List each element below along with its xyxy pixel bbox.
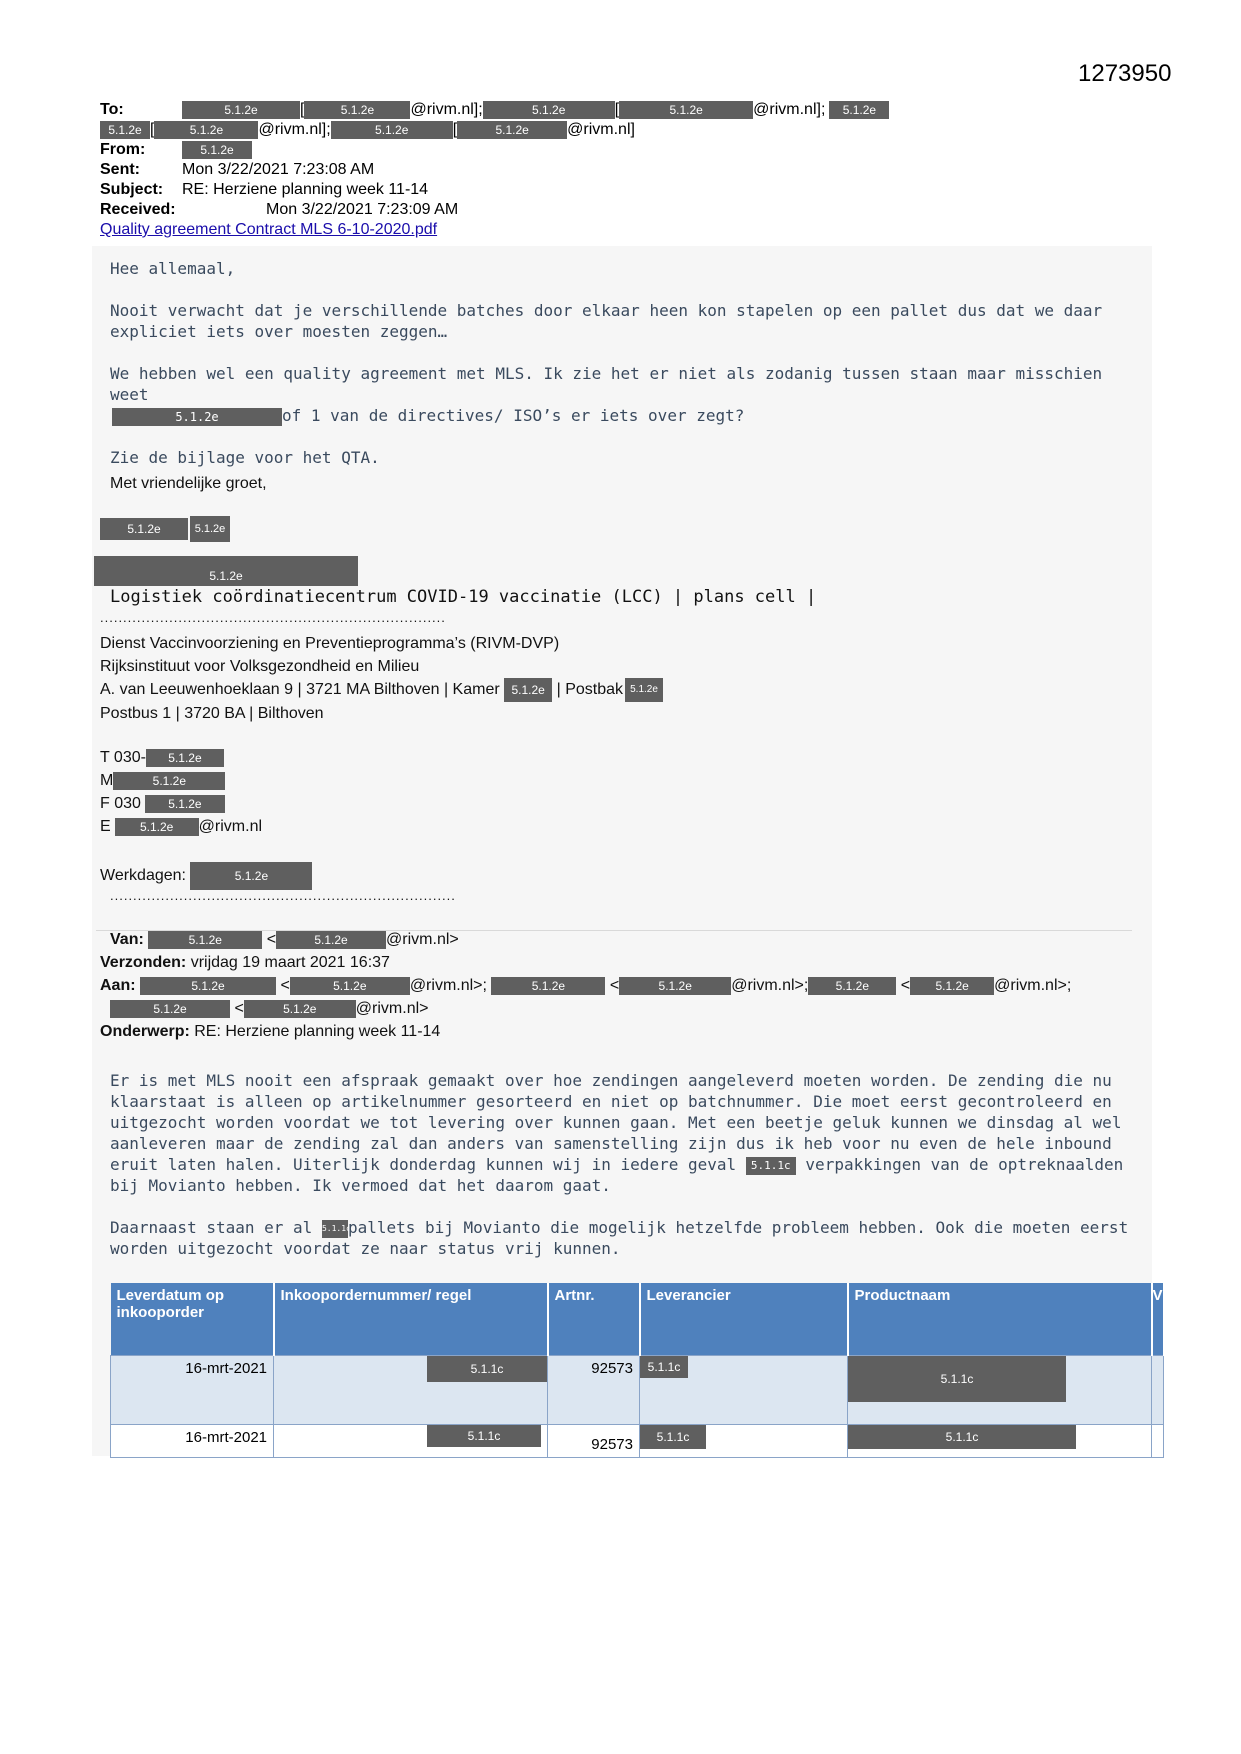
paragraph xyxy=(110,1070,1130,1196)
email-suffix: @rivm.nl>; xyxy=(409,977,487,994)
redaction: 5.1.1c xyxy=(322,1220,348,1238)
redaction: 5.1.2e xyxy=(619,101,753,119)
verzonden-value: vrijdag 19 maart 2021 16:37 xyxy=(190,954,390,971)
phone-label: T 030- xyxy=(100,749,146,766)
table-header-row xyxy=(111,1283,1164,1356)
email-suffix: @rivm.nl]; xyxy=(753,101,826,118)
redaction: 5.1.2e xyxy=(100,518,188,540)
cell-order xyxy=(274,1356,548,1425)
onderwerp-value: RE: Herziene planning week 11-14 xyxy=(194,1023,441,1040)
column-header: Leverancier xyxy=(640,1283,848,1356)
redaction: 5.1.1c xyxy=(427,1356,547,1382)
redaction: 5.1.2e xyxy=(110,1000,230,1018)
redaction: 5.1.2e xyxy=(619,977,731,995)
redaction: 5.1.2e xyxy=(829,101,889,119)
forward-header xyxy=(100,928,1140,1043)
cell-supplier xyxy=(640,1425,848,1458)
redaction: 5.1.2e xyxy=(154,121,258,139)
greeting: Hee allemaal, xyxy=(110,259,236,278)
paragraph: Zie de bijlage voor het QTA. xyxy=(110,448,380,467)
column-header: V xyxy=(1152,1283,1164,1356)
redaction: 5.1.2e xyxy=(276,931,386,949)
column-header: Productnaam xyxy=(848,1283,1152,1356)
forward-body xyxy=(110,1070,1130,1259)
address-text: | Postbak xyxy=(556,681,624,699)
lt: < xyxy=(900,977,911,994)
order-table xyxy=(110,1283,1165,1458)
redaction: 5.1.2e xyxy=(625,678,663,702)
cell-v xyxy=(1152,1425,1164,1458)
redaction: 5.1.2e xyxy=(146,749,224,767)
redaction: 5.1.2e xyxy=(190,516,230,542)
postbus: Postbus 1 | 3720 BA | Bilthoven xyxy=(100,705,324,722)
separator-dots: ........................................................................... xyxy=(100,610,446,625)
redaction: 5.1.2e xyxy=(290,977,410,995)
email-suffix: @rivm.nl]; xyxy=(410,101,483,118)
to-label: To: xyxy=(100,101,124,118)
sent-line xyxy=(100,160,1140,180)
email-suffix: @rivm.nl xyxy=(198,818,263,835)
email-suffix: @rivm.nl>; xyxy=(994,977,1072,994)
subject-line xyxy=(100,180,1140,200)
redaction: 5.1.2e xyxy=(113,772,225,790)
redaction: 5.1.2e xyxy=(112,408,282,426)
org-line: Logistiek coördinatiecentrum COVID-19 vaccinatie (LCC) | plans cell | xyxy=(110,587,817,607)
werkdagen xyxy=(100,862,312,890)
redaction: 5.1.1c xyxy=(640,1425,706,1449)
bracket: [ xyxy=(300,101,305,118)
werkdagen-label: Werkdagen: xyxy=(100,867,186,885)
redaction: 5.1.2e xyxy=(182,101,300,119)
email-suffix: @rivm.nl>; xyxy=(731,977,809,994)
redaction: 5.1.1c xyxy=(746,1157,796,1175)
redaction: 5.1.2e xyxy=(140,977,276,995)
redaction: 5.1.2e xyxy=(491,977,605,995)
lt: < xyxy=(266,931,277,948)
document-number: 1273950 xyxy=(1078,60,1172,87)
cell-order xyxy=(274,1425,548,1458)
received-value: Mon 3/22/2021 7:23:09 AM xyxy=(266,201,459,218)
subject-label: Subject: xyxy=(100,181,164,198)
redaction: 5.1.1c xyxy=(848,1356,1066,1402)
cell-artnr: 92573 xyxy=(548,1356,640,1425)
email-header xyxy=(100,100,1140,240)
redaction: 5.1.2e xyxy=(304,101,410,119)
redaction: 5.1.2e xyxy=(910,977,994,995)
email-suffix: @rivm.nl] xyxy=(567,121,635,138)
signature-name xyxy=(100,516,230,542)
bracket: [ xyxy=(614,101,620,118)
paragraph-text: Er is met MLS nooit een afspraak gemaakt over hoe zendingen aangeleverd moeten worden. De zending die nu klaarstaat is alleen op artikelnummer gesorteerd en niet op batchnummer. Die moet eerst gecontroleerd en uitgezocht worden voordat we tot levering over kunnen gaan. Met een beetje geluk kunnen we dinsdag al wel aanleveren maar de zending zal dan anders van samenstelling zijn dus ik heb voor nu even de hele inbound eruit laten halen. Uiterlijk donderdag kunnen wij in iedere geval xyxy=(110,1071,1122,1174)
redaction: 5.1.2e xyxy=(483,101,615,119)
redaction: 5.1.2e xyxy=(100,121,150,139)
onderwerp-label: Onderwerp: xyxy=(100,1023,190,1040)
paragraph: Nooit verwacht dat je verschillende batches door elkaar heen kon stapelen op een pallet dus dat we daar expliciet iets over moesten zeggen… xyxy=(110,301,1103,341)
redaction: 5.1.2e xyxy=(148,931,262,949)
bracket: [ xyxy=(150,121,155,138)
email-suffix: @rivm.nl> xyxy=(355,1000,429,1017)
signature-block xyxy=(100,632,663,725)
cell-product xyxy=(848,1356,1152,1425)
column-header: Artnr. xyxy=(548,1283,640,1356)
institute: Rijksinstituut voor Volksgezondheid en Milieu xyxy=(100,658,420,675)
redaction: 5.1.1c xyxy=(848,1425,1076,1449)
redaction: 5.1.2e xyxy=(808,977,896,995)
redaction: 5.1.1c xyxy=(427,1425,541,1447)
paragraph-text: pallets bij Movianto die mogelijk hetzelfde probleem hebben. Ook die moeten eerst worden uitgezocht voordat ze naar status vrij kunnen. xyxy=(110,1218,1129,1258)
separator-dots: ........................................................................... xyxy=(110,888,456,903)
redaction: 5.1.2e xyxy=(331,121,453,139)
contact-block xyxy=(100,746,262,838)
cell-product xyxy=(848,1425,1152,1458)
attachment-link[interactable]: Quality agreement Contract MLS 6-10-2020.pdf xyxy=(100,221,438,238)
paragraph xyxy=(110,1217,1130,1259)
lt: < xyxy=(609,977,620,994)
redaction: 5.1.2e xyxy=(94,556,358,586)
lt: < xyxy=(234,1000,244,1017)
column-header: Inkoopordernummer/ regel xyxy=(274,1283,548,1356)
message-body xyxy=(110,258,1130,468)
table-row xyxy=(111,1425,1164,1458)
paragraph-text: of 1 van de directives/ ISO’s er iets over zegt? xyxy=(282,406,745,425)
sent-label: Sent: xyxy=(100,161,140,178)
from-label: From: xyxy=(100,141,146,158)
received-label: Received: xyxy=(100,201,176,218)
received-line xyxy=(100,200,1140,220)
redaction: 5.1.2e xyxy=(115,818,199,836)
mobile-label: M xyxy=(100,772,114,789)
dept: Dienst Vaccinvoorziening en Preventieprogramma’s (RIVM-DVP) xyxy=(100,635,560,652)
address-text: A. van Leeuwenhoeklaan 9 | 3721 MA Bilthoven | Kamer xyxy=(100,681,500,699)
address xyxy=(100,678,663,702)
van-label: Van: xyxy=(110,931,144,948)
bracket: [ xyxy=(452,121,458,138)
from-line xyxy=(100,140,1140,160)
redaction: 5.1.2e xyxy=(504,678,552,702)
cell-v xyxy=(1152,1356,1164,1425)
to-line xyxy=(100,100,1140,120)
subject-value: RE: Herziene planning week 11-14 xyxy=(182,181,429,198)
paragraph-text: Daarnaast staan er al xyxy=(110,1218,313,1237)
redaction: 5.1.2e xyxy=(457,121,567,139)
verzonden-label: Verzonden: xyxy=(100,954,187,971)
sent-value: Mon 3/22/2021 7:23:08 AM xyxy=(182,161,375,178)
redaction: 5.1.1c xyxy=(640,1356,688,1378)
redaction: 5.1.2e xyxy=(145,795,225,813)
email-suffix: @rivm.nl]; xyxy=(258,121,331,138)
table-row xyxy=(111,1356,1164,1425)
cell-supplier xyxy=(640,1356,848,1425)
cell-date: 16-mrt-2021 xyxy=(111,1356,274,1425)
fax-label: F 030 xyxy=(100,795,141,812)
email-label: E xyxy=(100,818,111,835)
aan-label: Aan: xyxy=(100,977,136,994)
redaction: 5.1.2e xyxy=(182,141,252,159)
column-header: Leverdatum op inkooporder xyxy=(111,1283,274,1356)
paragraph-text: We hebben wel een quality agreement met MLS. Ik zie het er niet als zodanig tussen staan maar misschien weet xyxy=(110,364,1103,404)
to-line-2 xyxy=(100,120,1140,140)
cell-date: 16-mrt-2021 xyxy=(111,1425,274,1458)
closing: Met vriendelijke groet, xyxy=(110,475,267,492)
lt: < xyxy=(280,977,290,994)
paragraph-text: verpakkingen van de optreknaalden bij Movianto hebben. Ik vermoed dat het daarom gaat. xyxy=(110,1155,1124,1195)
redaction: 5.1.2e xyxy=(190,862,312,890)
cell-artnr: 92573 xyxy=(548,1425,640,1458)
paragraph xyxy=(110,363,1130,426)
redaction: 5.1.2e xyxy=(244,1000,356,1018)
email-suffix: @rivm.nl> xyxy=(386,931,459,948)
